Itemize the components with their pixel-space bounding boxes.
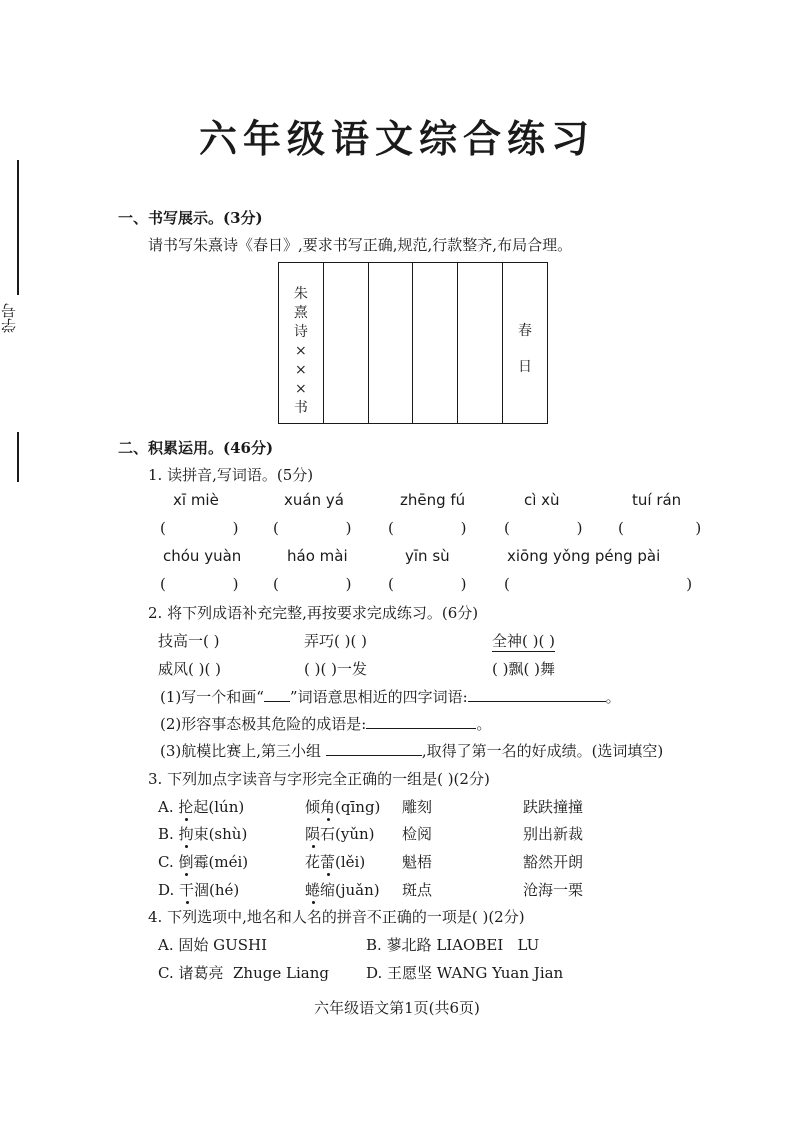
poem-title-char: 春 xyxy=(518,323,533,339)
answer-blank[interactable]: ( ) xyxy=(273,519,352,537)
option-d-word2 xyxy=(305,879,380,900)
idiom-prefix: 全神 xyxy=(492,632,523,650)
dotted-char: 拘 xyxy=(178,825,194,843)
sub3-text-a: (3)航模比赛上,第三小组 xyxy=(160,742,322,760)
answer-line[interactable] xyxy=(326,755,422,756)
answer-line[interactable] xyxy=(366,728,476,729)
option-c-word2 xyxy=(305,851,365,872)
author-char: × xyxy=(295,381,307,397)
pinyin: zhēng fú xyxy=(400,491,466,509)
word-rest: 涸(hé) xyxy=(194,881,240,899)
author-char: 书 xyxy=(293,400,308,416)
author-char: × xyxy=(295,362,307,378)
sub2-text: (2)形容事态极其危险的成语是: xyxy=(160,715,367,733)
option-d-word3: 斑点 xyxy=(402,881,433,899)
q2-stem: 2. 将下列成语补充完整,再按要求完成练习。(6分) xyxy=(148,604,479,622)
answer-blank[interactable]: ( ) xyxy=(388,519,467,537)
binding-line-top xyxy=(17,160,19,295)
dotted-char: 倒 xyxy=(178,853,194,871)
option-c-word1[interactable] xyxy=(158,851,248,872)
grid-column-blank[interactable] xyxy=(412,263,457,423)
word-rest: 束(shù) xyxy=(193,825,248,843)
idiom-blank[interactable]: ( )飘( )舞 xyxy=(492,660,555,678)
option-c-word4: 豁然开朗 xyxy=(523,853,584,871)
option-a-word4: 趺趺撞撞 xyxy=(523,798,584,816)
option-label: A. xyxy=(158,798,179,816)
idiom-underlined[interactable] xyxy=(492,630,555,652)
sub3-text-b: ,取得了第一名的好成绩。(选词填空) xyxy=(421,742,664,760)
sub1-text-a: (1)写一个和画“ xyxy=(160,688,264,706)
answer-blank[interactable]: ( ) xyxy=(273,575,352,593)
answer-blank[interactable]: ( ) xyxy=(160,575,239,593)
option-label: D. xyxy=(158,881,180,899)
q2-sub1 xyxy=(160,686,621,707)
option-b-word4: 别出新裁 xyxy=(523,825,584,843)
q2-sub3 xyxy=(160,740,663,761)
grid-column-blank[interactable] xyxy=(457,263,502,423)
pinyin: cì xù xyxy=(524,491,560,509)
option-b-word1[interactable] xyxy=(158,823,247,844)
author-char: 诗 xyxy=(293,324,308,340)
answer-blank[interactable]: ( ) xyxy=(504,575,693,593)
q1-stem: 1. 读拼音,写词语。(5分) xyxy=(148,466,314,484)
sub2-end: 。 xyxy=(476,715,492,733)
word-rest: 缩(juǎn) xyxy=(320,881,380,899)
q4-option-d[interactable]: D. 王愿坚 WANG Yuan Jian xyxy=(366,964,564,982)
q4-stem: 4. 下列选项中,地名和人名的拼音不正确的一项是( )(2分) xyxy=(148,908,525,926)
idiom-blank[interactable]: ( )( )一发 xyxy=(304,660,367,678)
idiom-blank[interactable]: 威风( )( ) xyxy=(158,660,221,678)
dotted-char: 蕾 xyxy=(320,853,336,871)
pinyin: xī miè xyxy=(173,491,219,509)
word-part: 倾 xyxy=(305,798,321,816)
answer-blank[interactable]: ( ) xyxy=(618,519,702,537)
answer-blank[interactable]: ( ) xyxy=(388,575,467,593)
pinyin: chóu yuàn xyxy=(163,547,242,565)
answer-blank[interactable]: ( ) xyxy=(160,519,239,537)
option-b-word3: 检阅 xyxy=(402,825,433,843)
q3-stem: 3. 下列加点字读音与字形完全正确的一组是( )(2分) xyxy=(148,770,490,788)
section1-instruction: 请书写朱熹诗《春日》,要求书写正确,规范,行款整齐,布局合理。 xyxy=(148,236,573,254)
option-a-word3: 雕刻 xyxy=(402,798,433,816)
page-title: 六年级语文综合练习 xyxy=(198,116,595,161)
option-b-word2 xyxy=(305,823,375,844)
writing-grid[interactable] xyxy=(278,262,548,424)
option-label: C. xyxy=(158,853,179,871)
idiom-blank[interactable]: 技高一( ) xyxy=(158,632,220,650)
grid-column-blank[interactable] xyxy=(323,263,368,423)
author-char: 朱 xyxy=(293,286,308,302)
word-rest: 石(yǔn) xyxy=(320,825,375,843)
answer-blank[interactable]: ( ) xyxy=(504,519,583,537)
pinyin: tuí rán xyxy=(632,491,682,509)
option-c-word3: 魁梧 xyxy=(402,853,433,871)
idiom-blanks[interactable]: ( )( ) xyxy=(522,632,555,650)
pinyin: háo mài xyxy=(287,547,348,565)
sub1-text-b: ”词语意思相近的四字词语: xyxy=(289,688,468,706)
pinyin: xuán yá xyxy=(284,491,344,509)
dotted-char: 陨 xyxy=(305,825,321,843)
option-a-word2 xyxy=(305,796,380,817)
pinyin: xiōng yǒng péng pài xyxy=(507,547,661,565)
page-footer: 六年级语文第1页(共6页) xyxy=(314,999,480,1017)
answer-line[interactable] xyxy=(468,701,606,702)
word-rest: (qīng) xyxy=(335,798,381,816)
option-d-word1[interactable] xyxy=(158,879,239,900)
poem-title-char: 日 xyxy=(518,359,533,375)
underline-marker xyxy=(264,701,290,702)
binding-line-bottom xyxy=(17,432,19,482)
q4-option-b[interactable]: B. 蓼北路 LIAOBEI LU xyxy=(366,936,540,954)
author-char: 熹 xyxy=(293,305,308,321)
grid-column-blank[interactable] xyxy=(368,263,413,423)
word-rest: (lěi) xyxy=(335,853,366,871)
section1-heading: 一、书写展示。(3分) xyxy=(118,209,263,227)
option-a-word1[interactable] xyxy=(158,796,244,817)
pinyin: yīn sù xyxy=(405,547,450,565)
idiom-blank[interactable]: 弄巧( )( ) xyxy=(304,632,367,650)
dotted-char: 角 xyxy=(320,798,336,816)
student-id-label: 学号 xyxy=(0,303,18,333)
q2-sub2 xyxy=(160,713,491,734)
word-part: 花 xyxy=(305,853,321,871)
section2-heading: 二、积累运用。(46分) xyxy=(118,439,274,457)
dotted-char: 蜷 xyxy=(305,881,321,899)
q4-option-c[interactable]: C. 诸葛亮 Zhuge Liang xyxy=(158,964,329,982)
word-rest: 起(lún) xyxy=(193,798,245,816)
option-d-word4: 沧海一栗 xyxy=(523,881,584,899)
option-label: B. xyxy=(158,825,179,843)
author-char: × xyxy=(295,343,307,359)
dotted-char: 干 xyxy=(179,881,195,899)
word-rest: 霉(méi) xyxy=(193,853,249,871)
grid-column-author xyxy=(279,263,323,423)
sub1-end: 。 xyxy=(605,688,621,706)
dotted-char: 抡 xyxy=(178,798,194,816)
q4-option-a[interactable]: A. 固始 GUSHI xyxy=(158,936,268,954)
grid-column-title xyxy=(502,263,547,423)
